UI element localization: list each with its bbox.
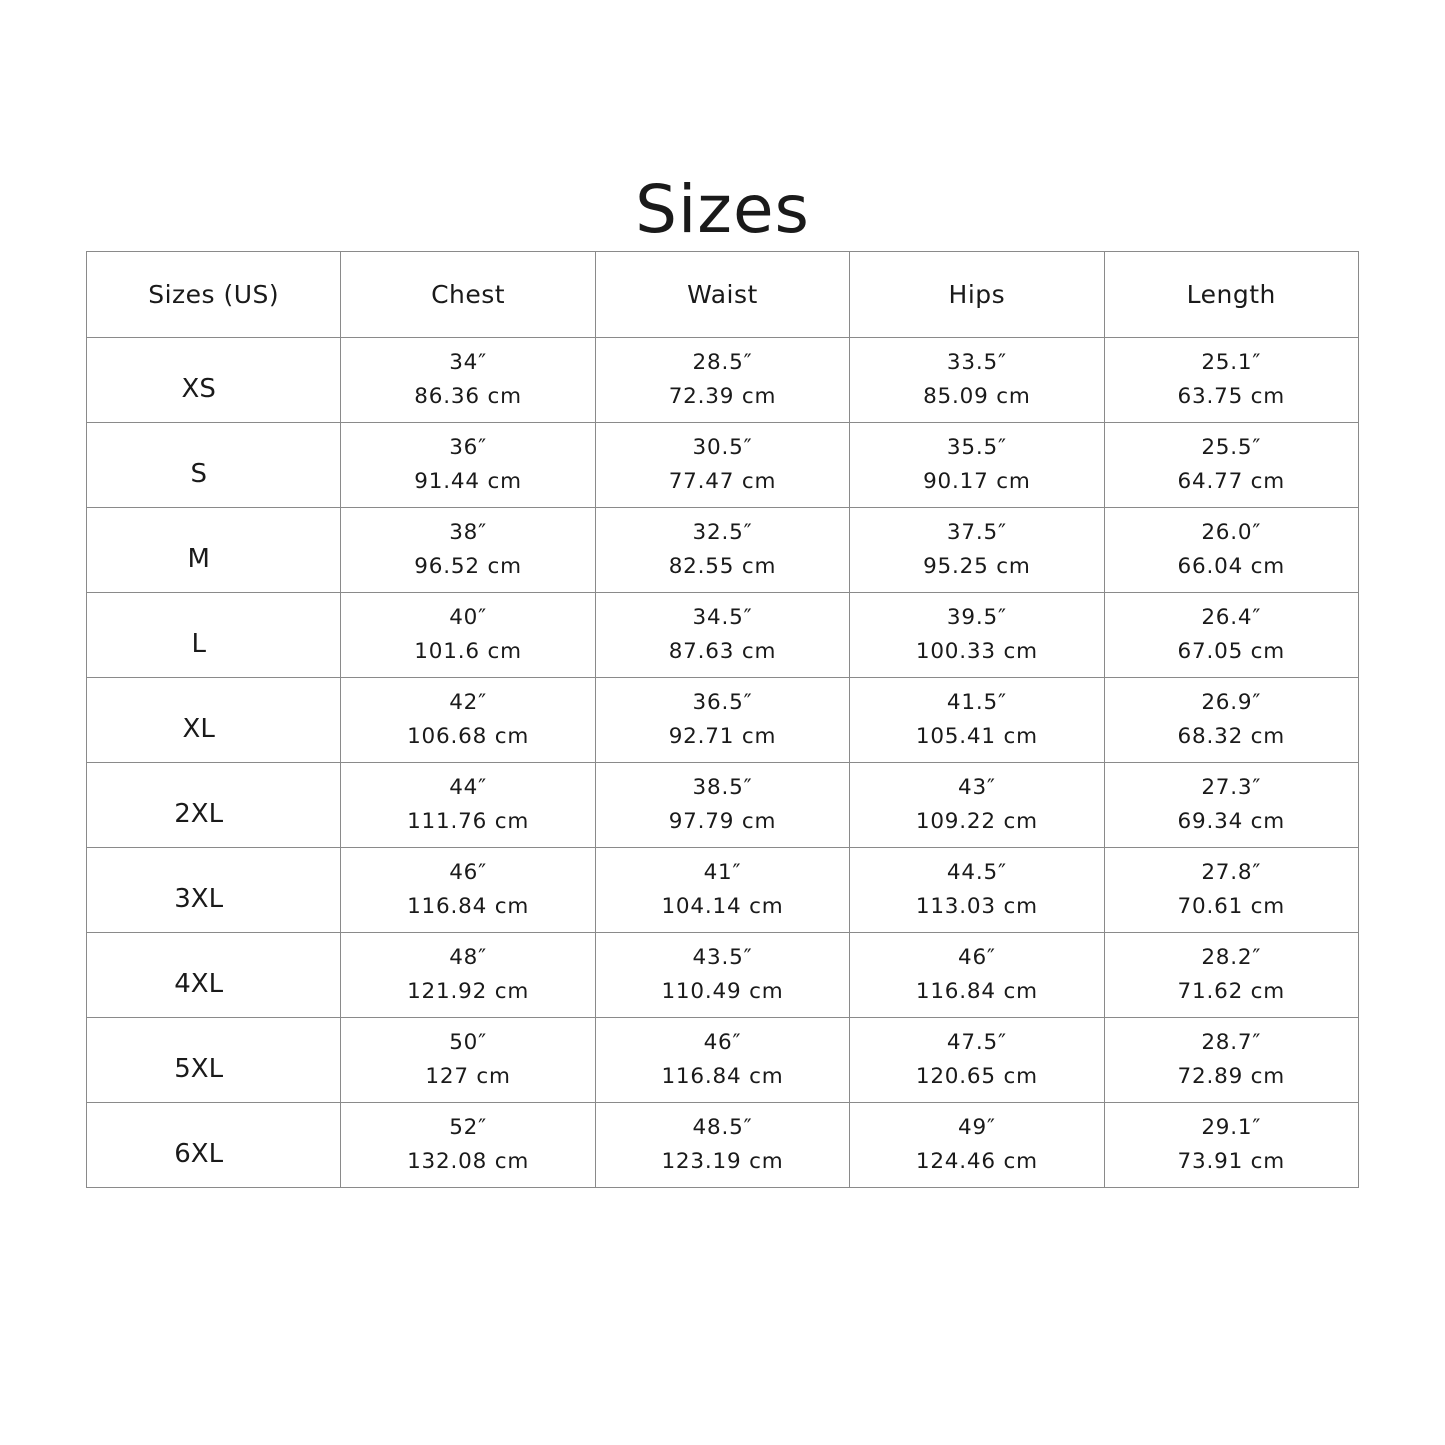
length-inches: 25.1″ (1201, 350, 1262, 375)
size-label: M (87, 508, 341, 593)
hips-inches: 49″ (957, 1115, 996, 1140)
table-row (87, 678, 1359, 763)
chest-cell (341, 933, 595, 1018)
column-header-sizes: Sizes (US) (87, 252, 341, 338)
column-header-chest: Chest (341, 252, 595, 338)
waist-inches: 38.5″ (692, 775, 753, 800)
table-body (87, 338, 1359, 1188)
length-centimeters: 73.91 cm (1177, 1149, 1286, 1174)
hips-cell (850, 678, 1104, 763)
length-inches: 26.9″ (1201, 690, 1262, 715)
hips-cell (850, 933, 1104, 1018)
chest-inches: 46″ (449, 860, 487, 885)
column-header-length: Length (1104, 252, 1358, 338)
length-cell (1104, 848, 1358, 933)
chest-cell (341, 508, 595, 593)
hips-centimeters: 100.33 cm (915, 639, 1038, 664)
waist-cell (595, 338, 849, 423)
table-row (87, 763, 1359, 848)
waist-centimeters: 123.19 cm (661, 1149, 784, 1174)
chest-inches: 42″ (449, 690, 487, 715)
size-chart-table (86, 251, 1359, 1188)
hips-cell (850, 1018, 1104, 1103)
chest-inches: 38″ (449, 520, 487, 545)
length-inches: 27.3″ (1201, 775, 1262, 800)
length-centimeters: 71.62 cm (1177, 979, 1286, 1004)
chest-centimeters: 91.44 cm (414, 469, 522, 494)
waist-centimeters: 87.63 cm (668, 639, 777, 664)
hips-cell (850, 1103, 1104, 1188)
waist-inches: 28.5″ (692, 350, 753, 375)
chest-inches: 52″ (449, 1115, 487, 1140)
size-label: XS (87, 338, 341, 423)
waist-centimeters: 72.39 cm (668, 384, 777, 409)
waist-cell (595, 933, 849, 1018)
hips-inches: 47.5″ (946, 1030, 1007, 1055)
length-cell (1104, 763, 1358, 848)
waist-inches: 30.5″ (692, 435, 753, 460)
length-inches: 27.8″ (1201, 860, 1262, 885)
chest-centimeters: 86.36 cm (414, 384, 522, 409)
hips-inches: 46″ (957, 945, 996, 970)
size-label: 2XL (87, 763, 341, 848)
hips-inches: 39.5″ (946, 605, 1007, 630)
size-label: XL (87, 678, 341, 763)
chest-cell (341, 593, 595, 678)
length-cell (1104, 1103, 1358, 1188)
waist-cell (595, 593, 849, 678)
waist-cell (595, 1103, 849, 1188)
chest-centimeters: 111.76 cm (407, 809, 530, 834)
hips-cell (850, 423, 1104, 508)
chest-cell (341, 763, 595, 848)
hips-centimeters: 113.03 cm (915, 894, 1038, 919)
length-centimeters: 72.89 cm (1177, 1064, 1286, 1089)
waist-centimeters: 92.71 cm (668, 724, 777, 749)
hips-cell (850, 593, 1104, 678)
chest-centimeters: 127 cm (425, 1064, 511, 1089)
size-label: L (87, 593, 341, 678)
chest-inches: 36″ (449, 435, 487, 460)
hips-inches: 33.5″ (946, 350, 1007, 375)
table-row (87, 423, 1359, 508)
hips-centimeters: 116.84 cm (915, 979, 1038, 1004)
length-inches: 29.1″ (1201, 1115, 1262, 1140)
length-centimeters: 67.05 cm (1177, 639, 1286, 664)
waist-centimeters: 110.49 cm (661, 979, 784, 1004)
length-inches: 28.2″ (1201, 945, 1262, 970)
waist-centimeters: 97.79 cm (668, 809, 777, 834)
size-label: 4XL (87, 933, 341, 1018)
chest-centimeters: 96.52 cm (414, 554, 522, 579)
chest-cell (341, 423, 595, 508)
waist-inches: 34.5″ (692, 605, 753, 630)
chest-inches: 44″ (449, 775, 487, 800)
hips-inches: 35.5″ (946, 435, 1007, 460)
length-cell (1104, 593, 1358, 678)
waist-inches: 36.5″ (692, 690, 753, 715)
chest-cell (341, 1018, 595, 1103)
length-centimeters: 68.32 cm (1177, 724, 1286, 749)
table-row (87, 593, 1359, 678)
waist-cell (595, 763, 849, 848)
length-cell (1104, 933, 1358, 1018)
chest-centimeters: 101.6 cm (414, 639, 522, 664)
hips-centimeters: 120.65 cm (915, 1064, 1038, 1089)
hips-centimeters: 124.46 cm (915, 1149, 1038, 1174)
hips-cell (850, 848, 1104, 933)
chest-cell (341, 1103, 595, 1188)
column-header-hips: Hips (850, 252, 1104, 338)
length-inches: 25.5″ (1201, 435, 1262, 460)
waist-cell (595, 1018, 849, 1103)
size-label: S (87, 423, 341, 508)
waist-centimeters: 77.47 cm (668, 469, 777, 494)
length-centimeters: 69.34 cm (1177, 809, 1286, 834)
chest-centimeters: 132.08 cm (407, 1149, 530, 1174)
size-label: 6XL (87, 1103, 341, 1188)
table-row (87, 338, 1359, 423)
waist-cell (595, 848, 849, 933)
chest-centimeters: 106.68 cm (407, 724, 530, 749)
hips-centimeters: 85.09 cm (923, 384, 1031, 409)
length-centimeters: 64.77 cm (1177, 469, 1286, 494)
hips-centimeters: 95.25 cm (923, 554, 1031, 579)
hips-inches: 43″ (957, 775, 996, 800)
length-centimeters: 70.61 cm (1177, 894, 1286, 919)
length-cell (1104, 423, 1358, 508)
waist-inches: 41″ (703, 860, 742, 885)
chest-inches: 40″ (449, 605, 487, 630)
chest-cell (341, 848, 595, 933)
waist-centimeters: 116.84 cm (661, 1064, 784, 1089)
chest-inches: 34″ (449, 350, 487, 375)
size-label: 3XL (87, 848, 341, 933)
length-inches: 26.4″ (1201, 605, 1262, 630)
table-row (87, 848, 1359, 933)
length-cell (1104, 338, 1358, 423)
length-inches: 26.0″ (1201, 520, 1262, 545)
hips-inches: 44.5″ (946, 860, 1007, 885)
waist-centimeters: 104.14 cm (661, 894, 784, 919)
hips-centimeters: 90.17 cm (923, 469, 1031, 494)
waist-inches: 32.5″ (692, 520, 753, 545)
length-cell (1104, 1018, 1358, 1103)
table-row (87, 1018, 1359, 1103)
waist-cell (595, 508, 849, 593)
length-cell (1104, 508, 1358, 593)
hips-centimeters: 109.22 cm (915, 809, 1038, 834)
table-row (87, 508, 1359, 593)
waist-centimeters: 82.55 cm (668, 554, 777, 579)
waist-cell (595, 423, 849, 508)
hips-cell (850, 763, 1104, 848)
waist-inches: 48.5″ (692, 1115, 753, 1140)
chest-inches: 50″ (449, 1030, 487, 1055)
page-title: Sizes (635, 171, 810, 248)
hips-inches: 41.5″ (946, 690, 1007, 715)
hips-inches: 37.5″ (946, 520, 1007, 545)
hips-cell (850, 508, 1104, 593)
size-label: 5XL (87, 1018, 341, 1103)
length-inches: 28.7″ (1201, 1030, 1262, 1055)
length-cell (1104, 678, 1358, 763)
waist-cell (595, 678, 849, 763)
chest-centimeters: 121.92 cm (407, 979, 530, 1004)
table-row (87, 933, 1359, 1018)
chest-cell (341, 338, 595, 423)
column-header-waist: Waist (595, 252, 849, 338)
chest-inches: 48″ (449, 945, 487, 970)
table-row (87, 1103, 1359, 1188)
chest-cell (341, 678, 595, 763)
chest-centimeters: 116.84 cm (407, 894, 530, 919)
waist-inches: 46″ (703, 1030, 742, 1055)
hips-cell (850, 338, 1104, 423)
header-row (87, 252, 1359, 338)
length-centimeters: 63.75 cm (1177, 384, 1286, 409)
length-centimeters: 66.04 cm (1177, 554, 1286, 579)
hips-centimeters: 105.41 cm (915, 724, 1038, 749)
waist-inches: 43.5″ (692, 945, 753, 970)
